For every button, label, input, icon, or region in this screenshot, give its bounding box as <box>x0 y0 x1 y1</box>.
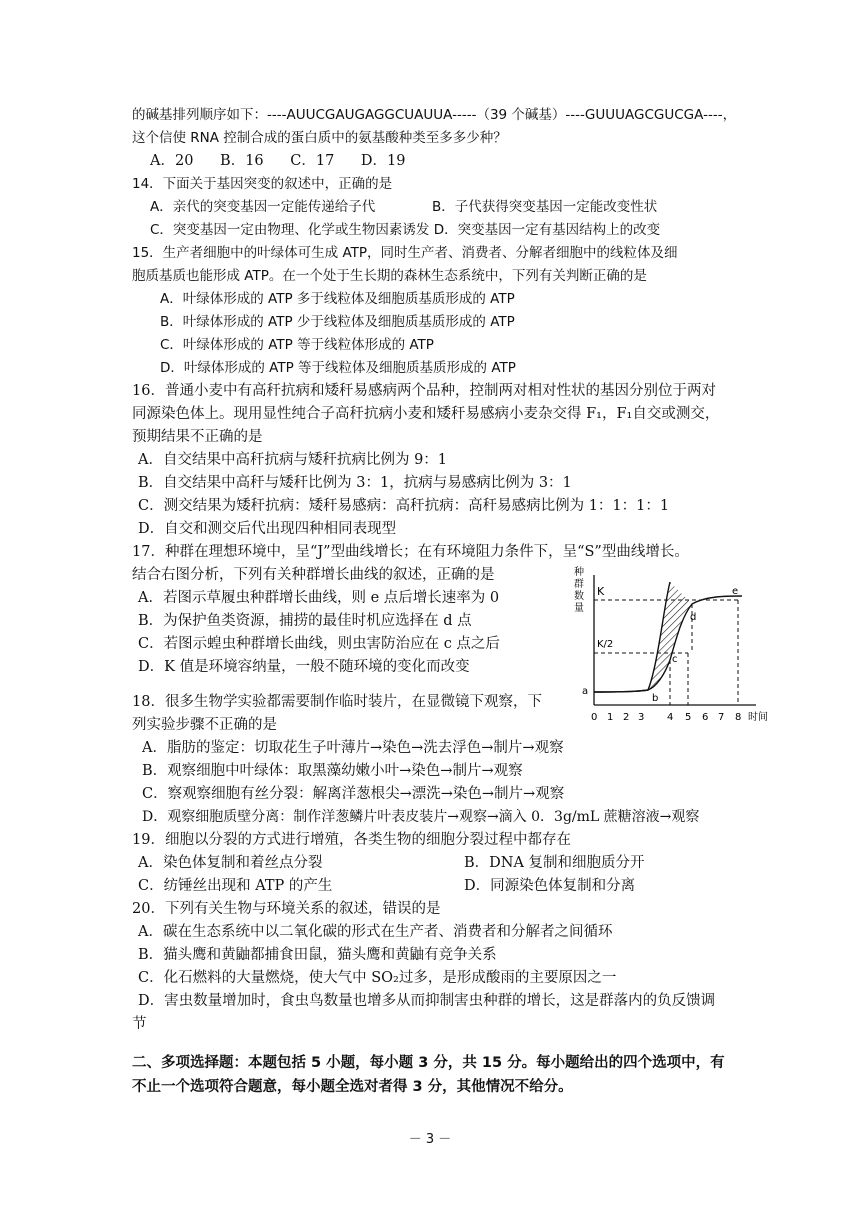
x-tick-5: 5 <box>685 712 692 723</box>
q13-line-1: 的碱基排列顺序如下：----AUUCGAUGAGGCUAUUA-----（39 个碱基）----GUUUAGCGUCGA----， <box>132 107 737 123</box>
y-axis-label-1: 种 <box>574 567 584 578</box>
q13-option-b: B．16 <box>220 153 264 169</box>
q20-option-b: B．猫头鹰和黄鼬都捕食田鼠，猫头鹰和黄鼬有竞争关系 <box>138 947 497 963</box>
q17-line-1: 17．种群在理想环境中，呈“J”型曲线增长；在有环境阻力条件下，呈“S”型曲线增长。 <box>132 544 689 560</box>
q16-line-2: 同源染色体上。现用显性纯合子高秆抗病小麦和矮秆易感病小麦杂交得 F₁，F₁自交或测交， <box>132 406 720 422</box>
q19-option-b: B．DNA 复制和细胞质分开 <box>464 855 645 871</box>
q17-option-b: B．为保护鱼类资源，捕捞的最佳时机应选择在 d 点 <box>138 613 472 629</box>
q19-option-d: D．同源染色体复制和分离 <box>464 878 636 894</box>
q17-option-c: C．若图示蝗虫种群增长曲线，则虫害防治应在 c 点之后 <box>138 636 500 652</box>
point-a-label: a <box>582 686 589 697</box>
section-2-line-1: 二、多项选择题：本题包括 5 小题，每小题 3 分，共 15 分。每小题给出的四个选项中，有 <box>132 1055 725 1071</box>
q13-options <box>150 150 406 172</box>
q20-option-a: A．碳在生态系统中以二氧化碳的形式在生产者、消费者和分解者之间循环 <box>138 924 613 940</box>
q18-option-b: B．观察细胞中叶绿体：取黑藻幼嫩小叶→染色→制片→观察 <box>142 763 523 779</box>
population-growth-figure <box>566 560 782 730</box>
q14-option-a: A．亲代的突变基因一定能传递给子代 <box>150 199 376 215</box>
q20-stem: 20．下列有关生物与环境关系的叙述，错误的是 <box>132 901 441 917</box>
point-e-label: e <box>732 586 739 597</box>
q19-option-a: A．染色体复制和着丝点分裂 <box>138 855 323 871</box>
q19-stem: 19．细胞以分裂的方式进行增殖，各类生物的细胞分裂过程中都存在 <box>132 832 571 848</box>
k-label: K <box>597 585 605 598</box>
q13-option-c: C．17 <box>290 153 335 169</box>
q15-option-c: C．叶绿体形成的 ATP 等于线粒体形成的 ATP <box>160 337 434 353</box>
q15-option-a: A．叶绿体形成的 ATP 多于线粒体及细胞质基质形成的 ATP <box>160 291 515 307</box>
q17-line-2: 结合右图分析，下列有关种群增长曲线的叙述，正确的是 <box>132 567 495 583</box>
q16-line-3: 预期结果不正确的是 <box>132 429 263 445</box>
y-axis-label-3: 数 <box>574 591 584 602</box>
q14-stem: 14．下面关于基因突变的叙述中，正确的是 <box>132 176 393 192</box>
q15-line-2: 胞质基质也能形成 ATP。在一个处于生长期的森林生态系统中，下列有关判断正确的是 <box>132 268 647 284</box>
x-tick-0: 0 <box>591 712 598 723</box>
x-tick-4: 4 <box>667 712 674 723</box>
x-tick-8: 8 <box>735 712 742 723</box>
x-axis-label: 时间 <box>748 712 768 723</box>
y-axis-label-4: 量 <box>574 603 584 614</box>
k-half-label: K/2 <box>597 639 614 650</box>
x-tick-6: 6 <box>702 712 709 723</box>
q16-option-d: D．自交和测交后代出现四种相同表现型 <box>138 521 397 537</box>
q20-option-c: C．化石燃料的大量燃烧，使大气中 SO₂过多，是形成酸雨的主要原因之一 <box>138 970 617 986</box>
q19-option-c: C．纺锤丝出现和 ATP 的产生 <box>138 878 333 894</box>
hatched-area <box>648 582 692 690</box>
q20-option-d: D．害虫数量增加时，食虫鸟数量也增多从而抑制害虫种群的增长，这是群落内的负反馈调 <box>138 993 716 1009</box>
q17-option-d: D．K 值是环境容纳量，一般不随环境的变化而改变 <box>138 659 470 675</box>
point-c-label: c <box>672 654 678 665</box>
q18-option-c: C．察观察细胞有丝分裂：解离洋葱根尖→漂洗→染色→制片→观察 <box>142 786 565 802</box>
q16-option-a: A．自交结果中高秆抗病与矮秆抗病比例为 9：1 <box>138 452 448 468</box>
q14-option-cd: C．突变基因一定由物理、化学或生物因素诱发 D．突变基因一定有基因结构上的改变 <box>150 222 661 238</box>
point-b-label: b <box>652 693 659 704</box>
point-d-label: d <box>690 612 697 623</box>
q14-option-b: B．子代获得突变基因一定能改变性状 <box>432 199 658 215</box>
x-tick-7: 7 <box>718 712 725 723</box>
q20-option-d-continued: 节 <box>132 1016 147 1032</box>
q16-line-1: 16．普通小麦中有高秆抗病和矮秆易感病两个品种，控制两对相对性状的基因分别位于两对 <box>132 383 716 399</box>
q15-option-d: D．叶绿体形成的 ATP 等于线粒体及细胞质基质形成的 ATP <box>160 360 516 376</box>
q17-option-a: A．若图示草履虫种群增长曲线，则 e 点后增长速率为 0 <box>138 590 500 606</box>
q15-line-1: 15．生产者细胞中的叶绿体可生成 ATP，同时生产者、消费者、分解者细胞中的线粒体及细 <box>132 245 678 261</box>
x-tick-1: 1 <box>607 712 614 723</box>
q13-line-2: 这个信使 RNA 控制合成的蛋白质中的氨基酸种类至多多少种？ <box>132 130 507 146</box>
q13-option-a: A．20 <box>150 153 194 169</box>
q18-line-2: 列实验步骤不正确的是 <box>132 717 277 733</box>
q16-option-c: C．测交结果为矮秆抗病：矮秆易感病：高秆抗病：高秆易感病比例为 1：1：1：1 <box>138 498 670 514</box>
q13-option-d: D．19 <box>360 153 406 169</box>
page-number: － 3 － <box>408 1132 452 1147</box>
x-tick-2: 2 <box>623 712 630 723</box>
q15-option-b: B．叶绿体形成的 ATP 少于线粒体及细胞质基质形成的 ATP <box>160 314 515 330</box>
x-tick-3: 3 <box>638 712 645 723</box>
section-2-line-2: 不止一个选项符合题意，每小题全选对者得 3 分，其他情况不给分。 <box>132 1079 573 1095</box>
q18-option-d: D．观察细胞质壁分离：制作洋葱鳞片叶表皮装片→观察→滴入 0．3g/mL 蔗糖溶液→观察 <box>142 809 700 825</box>
q18-line-1: 18．很多生物学实验都需要制作临时装片，在显微镜下观察，下 <box>132 694 542 710</box>
y-axis-label-2: 群 <box>574 579 584 590</box>
q18-option-a: A．脂肪的鉴定：切取花生子叶薄片→染色→洗去浮色→制片→观察 <box>142 740 564 756</box>
q16-option-b: B．自交结果中高秆与矮秆比例为 3：1，抗病与易感病比例为 3：1 <box>138 475 572 491</box>
